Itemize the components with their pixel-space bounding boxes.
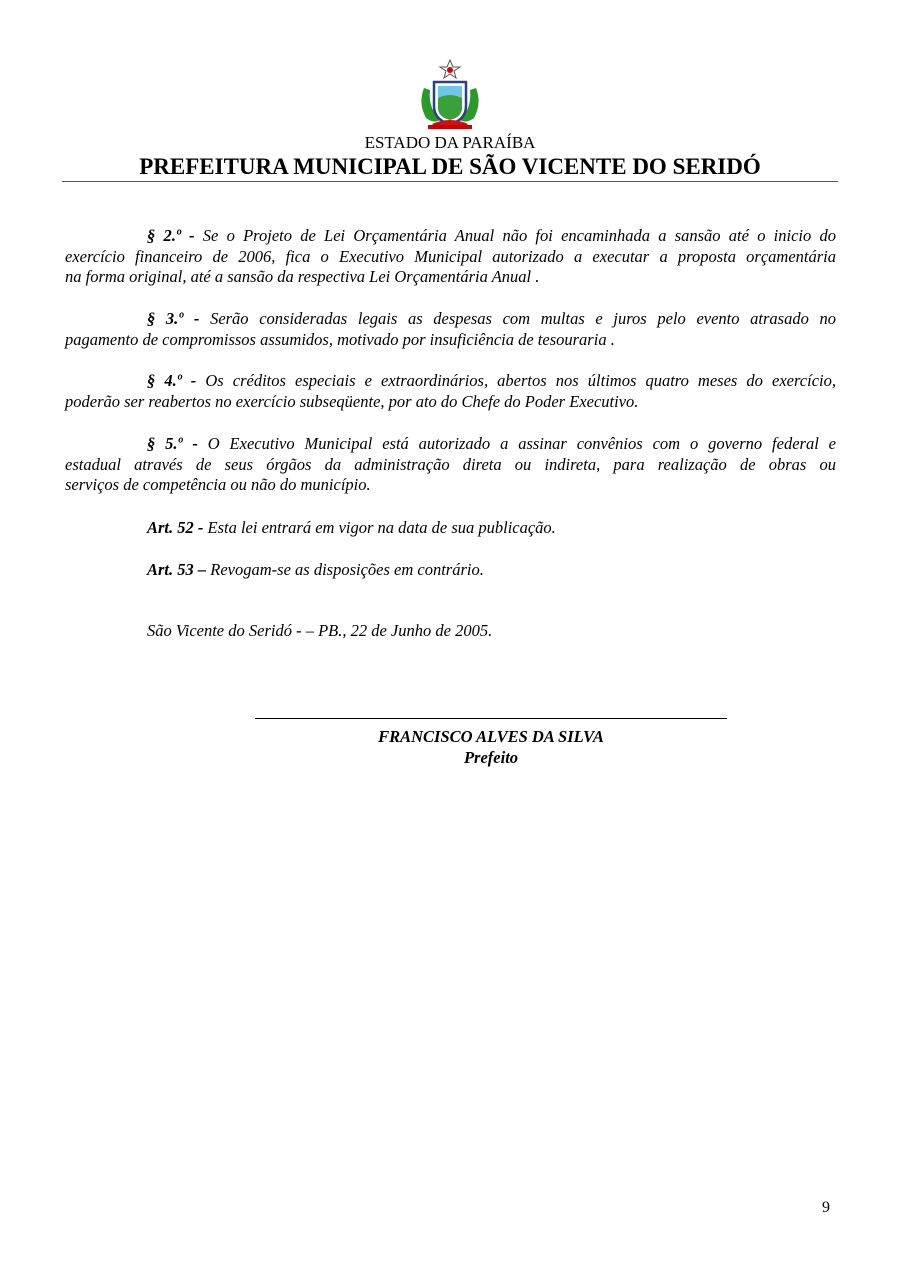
paragraph-label: § 3.º - (147, 309, 200, 328)
place-date: São Vicente do Seridó - – PB., 22 de Junho de 2005. (147, 621, 493, 640)
header-divider (62, 181, 838, 182)
page-number: 9 (822, 1199, 830, 1216)
paragraph-5: § 5.º - O Executivo Municipal está autorizado a assinar convênios com o governo federal e estadual através de seus órgãos da administração direta ou indireta, para realização de obras ou serviços de competência ou não do município. (65, 434, 836, 494)
signatory-role: Prefeito (463, 748, 519, 767)
paragraph-label: § 2.º - (147, 226, 195, 245)
article-53: Art. 53 – Revogam-se as disposições em contrário. (147, 560, 484, 579)
paragraph-label: § 4.º - (147, 371, 197, 390)
paragraph-3: § 3.º - Serão consideradas legais as despesas com multas e juros pelo evento atrasado no pagamento de compromissos assumidos, motivado por insuficiência de tesouraria . (65, 309, 836, 349)
municipality-title: PREFEITURA MUNICIPAL DE SÃO VICENTE DO SERIDÓ (139, 154, 761, 179)
signature-line (255, 718, 727, 719)
signatory-name: FRANCISCO ALVES DA SILVA (378, 727, 604, 746)
article-52: Art. 52 - Esta lei entrará em vigor na data de sua publicação. (147, 518, 556, 537)
paragraph-2: § 2.º - Se o Projeto de Lei Orçamentária Anual não foi encaminhada a sansão até o inicio do exercício financeiro de 2006, fica o Executivo Municipal autorizado a executar a proposta orçamentária na forma original, até a sansão da respectiva Lei Orçamentária Anual . (65, 226, 836, 286)
paragraph-4: § 4.º - Os créditos especiais e extraordinários, abertos nos últimos quatro meses do exercício, poderão ser reabertos no exercício subseqüente, por ato do Chefe do Poder Executivo. (65, 371, 836, 411)
state-name: ESTADO DA PARAÍBA (364, 133, 536, 152)
paragraph-label: § 5.º - (147, 434, 198, 453)
coat-of-arms-logo (414, 58, 486, 132)
